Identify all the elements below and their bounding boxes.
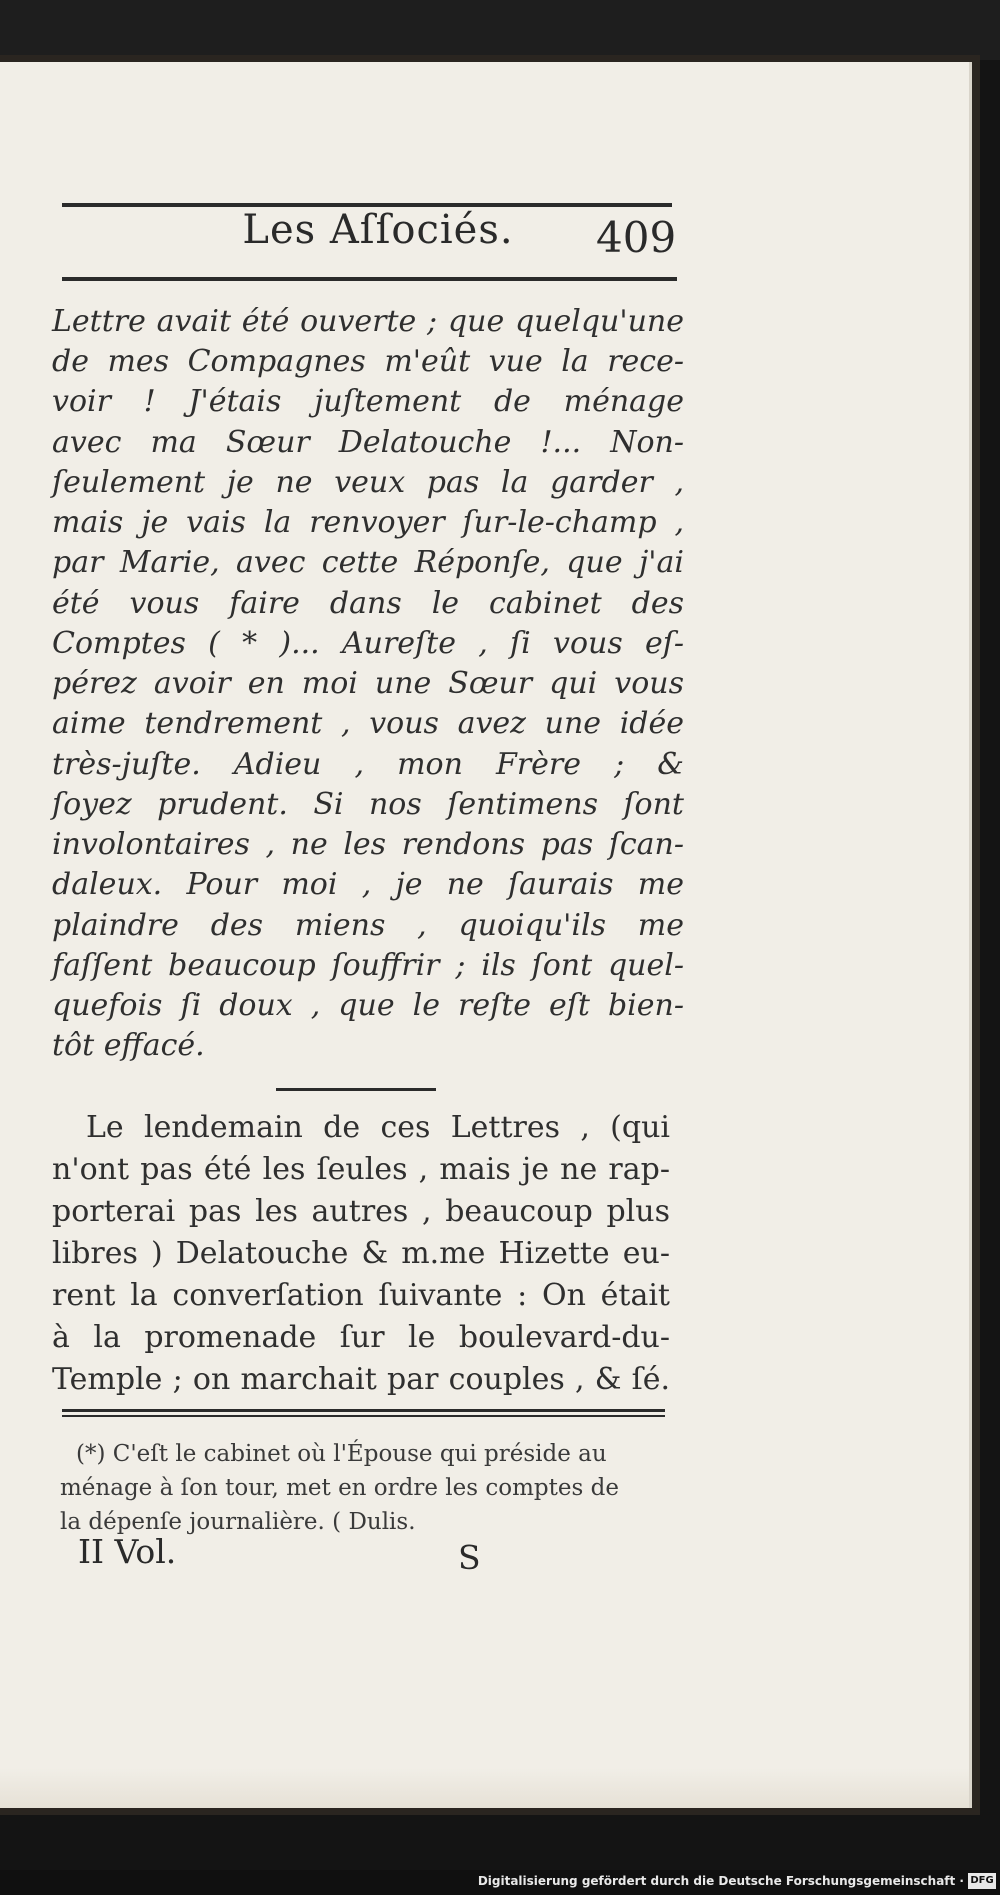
letter-line: Lettre avait été ouverte ; que quelqu'une xyxy=(52,304,684,339)
footnote-line: la dépenſe journalière. ( Dulis. xyxy=(60,1509,416,1535)
volume-signature: II Vol. xyxy=(78,1532,177,1571)
letter-line: voir ! J'étais juſtement de ménage xyxy=(52,384,684,419)
digitization-credit-bar xyxy=(0,1870,1000,1895)
page-number: 409 xyxy=(596,213,677,262)
letter-line: faſſent beaucoup ſouffrir ; ils ſont quel- xyxy=(52,948,684,983)
gathering-signature: S xyxy=(458,1538,481,1577)
letter-line: daleux. Pour moi , je ne ſaurais me xyxy=(52,867,684,902)
footnote-rule-bottom xyxy=(62,1415,665,1417)
letter-line: aime tendrement , vous avez une idée xyxy=(52,706,684,741)
letter-line: avec ma Sœur Delatouche !... Non- xyxy=(52,425,684,460)
letter-line: plaindre des miens , quoiqu'ils me xyxy=(52,908,684,943)
letter-line: pérez avoir en moi une Sœur qui vous xyxy=(52,666,684,701)
footnote-rule-top xyxy=(62,1409,665,1412)
letter-line: involontaires , ne les rendons pas ſcan- xyxy=(52,827,684,862)
header-rule-bottom xyxy=(62,277,677,281)
narrative-line: à la promenade ſur le boulevard-du- xyxy=(52,1320,670,1355)
narrative-line: n'ont pas été les ſeules , mais je ne rap- xyxy=(52,1152,670,1187)
narrative-line: rent la converſation ſuivante : On était xyxy=(52,1278,670,1313)
footnote-line: ménage à ſon tour, met en ordre les comptes de xyxy=(60,1475,619,1501)
letter-line: ſeulement je ne veux pas la garder , xyxy=(52,465,684,500)
scan-background-top xyxy=(0,0,1000,60)
footnote-line: (*) C'eſt le cabinet où l'Épouse qui préside au xyxy=(76,1441,607,1467)
narrative-line: Temple ; on marchait par couples , & ſé. xyxy=(52,1362,670,1397)
dfg-logo-icon: DFG xyxy=(968,1873,996,1889)
letter-line: Comptes ( * )... Aureſte , ſi vous eſ- xyxy=(52,626,684,661)
letter-line: quefois ſi doux , que le reſte eſt bien- xyxy=(52,988,684,1023)
letter-line: très-juſte. Adieu , mon Frère ; & xyxy=(52,747,684,782)
letter-line: mais je vais la renvoyer ſur-le-champ , xyxy=(52,505,684,540)
letter-line: par Marie, avec cette Réponſe, que j'ai xyxy=(52,545,684,580)
narrative-line: libres ) Delatouche & m.me Hizette eu- xyxy=(52,1236,670,1271)
narrative-line: porterai pas les autres , beaucoup plus xyxy=(52,1194,670,1229)
running-head-title: Les Aſſociés. xyxy=(242,207,514,253)
section-separator xyxy=(276,1088,436,1091)
letter-line: été vous faire dans le cabinet des xyxy=(52,586,684,621)
credit-text: Digitalisierung gefördert durch die Deutsche Forschungsgemeinschaft · xyxy=(477,1874,964,1888)
narrative-line: Le lendemain de ces Lettres , (qui xyxy=(86,1110,670,1145)
letter-line: ſoyez prudent. Si nos ſentimens ſont xyxy=(52,787,684,822)
letter-line-last: tôt effacé. xyxy=(52,1028,205,1063)
letter-line: de mes Compagnes m'eût vue la rece- xyxy=(52,344,684,379)
